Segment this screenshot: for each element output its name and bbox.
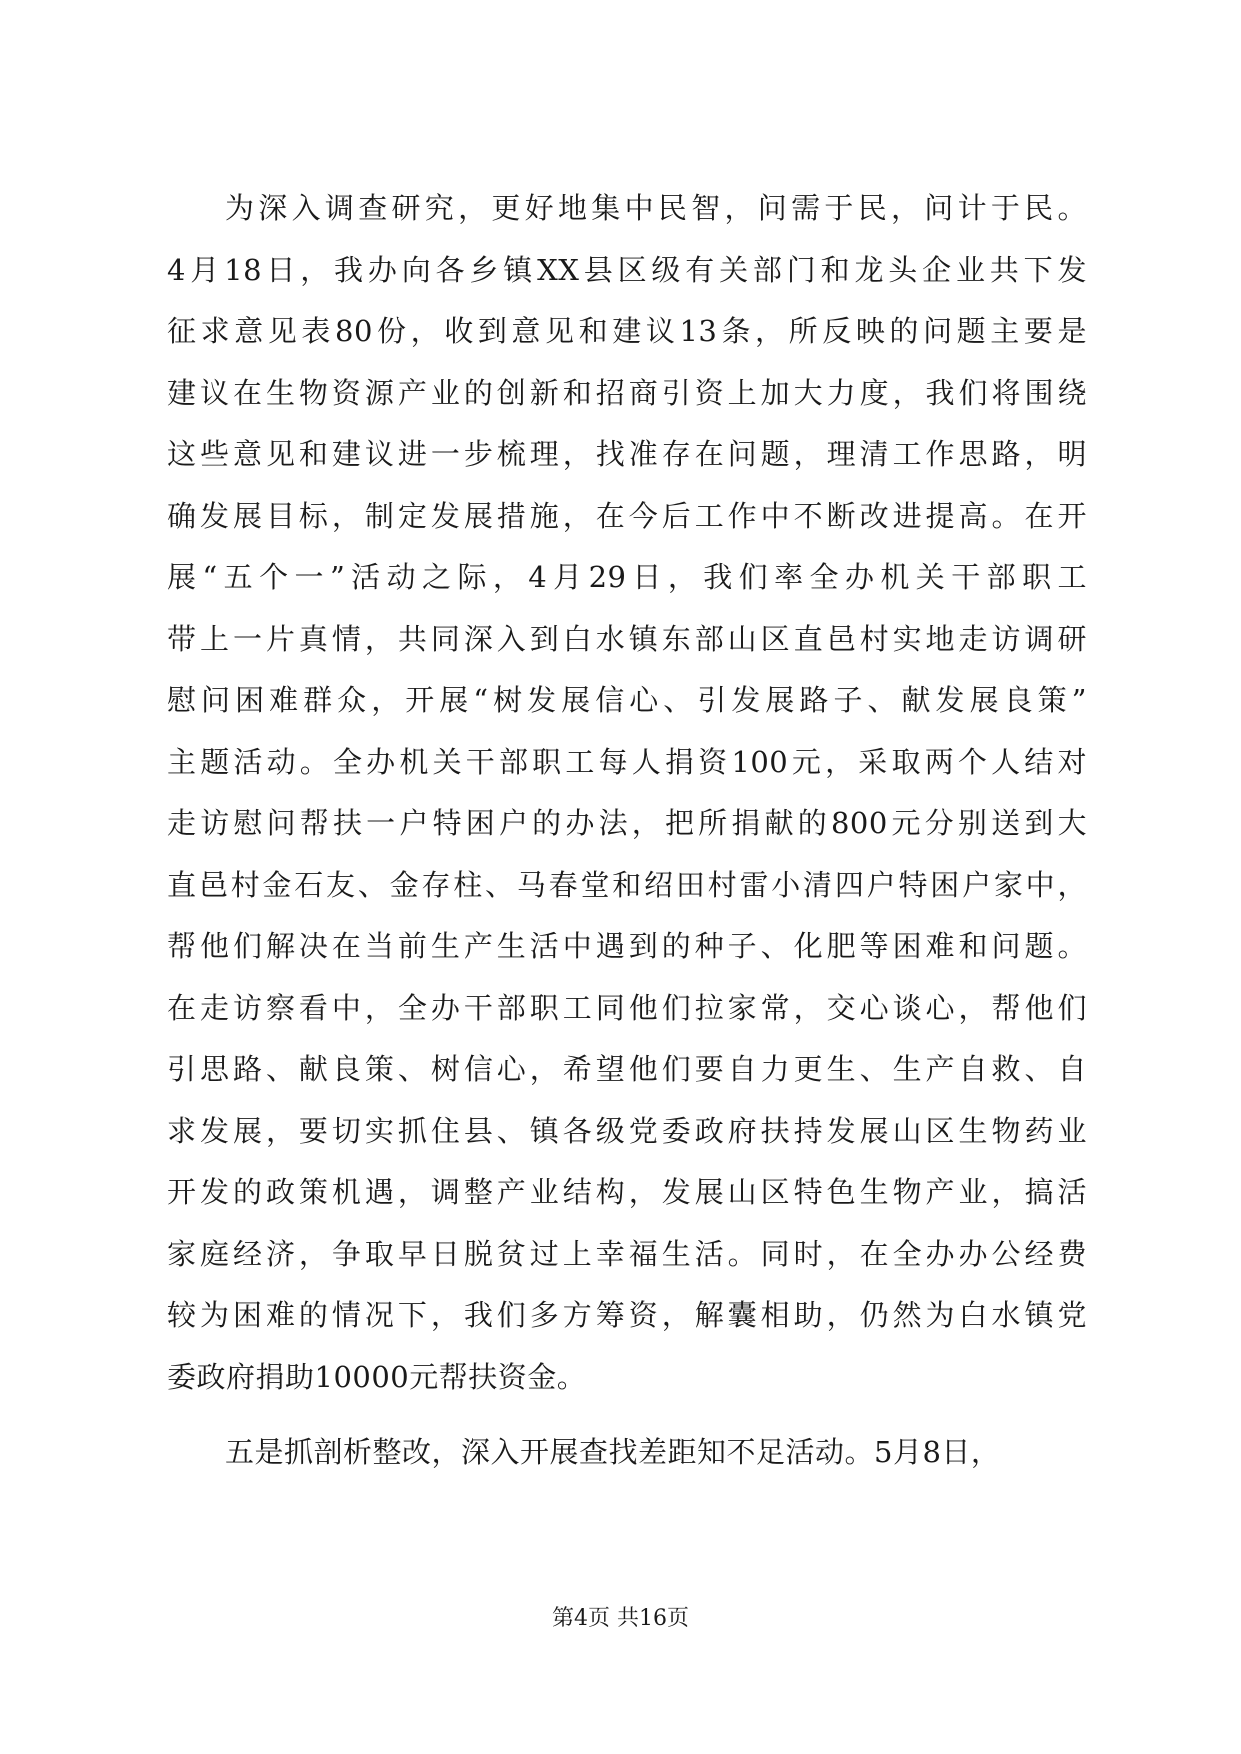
paragraph bbox=[167, 1422, 1087, 1484]
text-line: 确发展目标，制定发展措施，在今后工作中不断改进提高。在开 bbox=[167, 498, 1087, 533]
text-line: 五是抓剖析整改，深入开展查找差距知不足活动。5月8日， bbox=[225, 1435, 1001, 1469]
text-line: 慰问困难群众，开展“树发展信心、引发展路子、献发展良策” bbox=[167, 683, 1087, 717]
page-footer: 第4页 共16页 bbox=[552, 1606, 689, 1631]
text-line: 在走访察看中，全办干部职工同他们拉家常，交心谈心，帮他们 bbox=[167, 990, 1087, 1025]
text-line: 为深入调查研究，更好地集中民智，问需于民，问计于民。 bbox=[225, 191, 1087, 225]
text-line: 家庭经济，争取早日脱贫过上幸福生活。同时，在全办办公经费 bbox=[167, 1236, 1087, 1271]
paragraph-gap bbox=[167, 1408, 1087, 1422]
text-line: 引思路、献良策、树信心，希望他们要自力更生、生产自救、自 bbox=[167, 1052, 1087, 1086]
text-line: 直邑村金石友、金存柱、马春堂和绍田村雷小清四户特困户家中， bbox=[167, 867, 1087, 902]
text-line: 委政府捐助10000元帮扶资金。 bbox=[167, 1359, 587, 1394]
text-line: 求发展，要切实抓住县、镇各级党委政府扶持发展山区生物药业 bbox=[167, 1113, 1087, 1148]
text-line: 较为困难的情况下，我们多方筹资，解囊相助，仍然为白水镇党 bbox=[167, 1298, 1087, 1332]
body-text bbox=[167, 178, 1087, 1484]
text-line: 帮他们解决在当前生产生活中遇到的种子、化肥等困难和问题。 bbox=[167, 929, 1087, 963]
text-line: 征求意见表80份，收到意见和建议13条，所反映的问题主要是 bbox=[167, 314, 1087, 348]
text-line: 建议在生物资源产业的创新和招商引资上加大力度，我们将围绕 bbox=[167, 375, 1087, 410]
text-line: 展“五个一”活动之际，4月29日，我们率全办机关干部职工 bbox=[167, 560, 1087, 594]
text-line: 带上一片真情，共同深入到白水镇东部山区直邑村实地走访调研 bbox=[167, 621, 1087, 656]
text-line: 走访慰问帮扶一户特困户的办法，把所捐献的800元分别送到大 bbox=[167, 806, 1087, 840]
text-line: 这些意见和建议进一步梳理，找准存在问题，理清工作思路，明 bbox=[167, 437, 1087, 471]
paragraph bbox=[167, 178, 1087, 1408]
text-line: 4月18日，我办向各乡镇XX县区级有关部门和龙头企业共下发 bbox=[167, 252, 1087, 287]
text-line: 主题活动。全办机关干部职工每人捐资100元，采取两个人结对 bbox=[167, 744, 1087, 779]
text-line: 开发的政策机遇，调整产业结构，发展山区特色生物产业，搞活 bbox=[167, 1175, 1087, 1209]
